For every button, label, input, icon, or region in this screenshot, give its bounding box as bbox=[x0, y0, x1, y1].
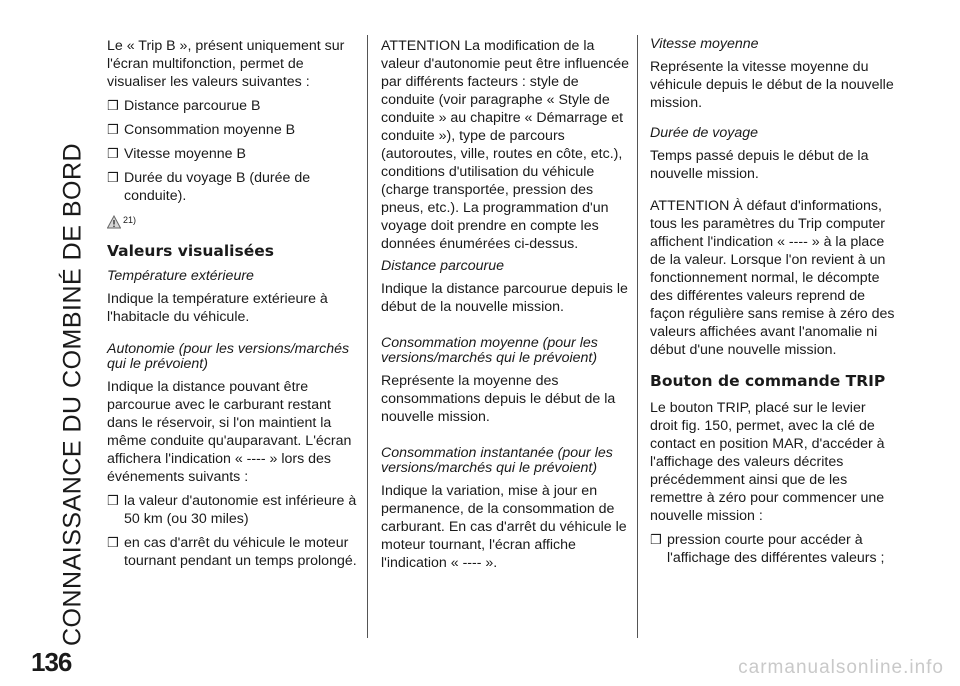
list-item-text: Consommation moyenne B bbox=[124, 122, 296, 138]
warning-reference bbox=[107, 211, 359, 229]
bullet-marker: ❒ bbox=[107, 122, 119, 137]
list-item bbox=[107, 97, 359, 115]
bullet-marker: ❒ bbox=[107, 98, 119, 113]
bullet-marker: ❒ bbox=[107, 146, 119, 161]
subsection-title: Température extérieure bbox=[107, 268, 254, 284]
attention-note: ATTENTION La modification de la valeur d'autonomie peut être influencée par différents facteurs : style de conduite (voir paragraphe « Style de conduite » au chapitre « Démarrage et conduite »), type de parcours (autoroutes, ville, routes en côte, etc.), conditions d'utilisation du véhicule (charge transportée, pression des pneus, etc.). La programmation d'un voyage doit prendre en compte les données énumérées ci-dessus. bbox=[381, 38, 630, 252]
list-item-text: pression courte pour accéder à l'affichage des différentes valeurs ; bbox=[667, 532, 885, 566]
page-number: 136 bbox=[31, 647, 72, 677]
warning-triangle-icon bbox=[107, 215, 121, 229]
subsection-title: Consommation moyenne (pour les versions/marchés qui le prévoient) bbox=[381, 335, 598, 366]
subsection-title: Autonomie (pour les versions/marchés qui le prévoient) bbox=[107, 341, 350, 372]
subsection-text: Indique la variation, mise à jour en permanence, de la consommation de carburant. En cas d'arrêt du véhicule le moteur tournant, l'écran affiche l'indication « ---- ». bbox=[381, 483, 627, 571]
list-item-text: Durée du voyage B (durée de conduite). bbox=[124, 170, 311, 204]
bullet-marker: ❒ bbox=[107, 493, 119, 508]
list-item bbox=[650, 531, 895, 567]
subsection-text: Indique la distance parcourue depuis le début de la nouvelle mission. bbox=[381, 281, 628, 315]
list-item-text: en cas d'arrêt du véhicule le moteur tournant pendant un temps prolongé. bbox=[124, 535, 357, 569]
intro-text: Le « Trip B », présent uniquement sur l'écran multifonction, permet de visualiser les valeurs suivantes : bbox=[107, 38, 345, 90]
list-item-text: Distance parcourue B bbox=[124, 98, 261, 114]
list-item bbox=[107, 534, 359, 570]
list-item-text: la valeur d'autonomie est inférieure à 50 km (ou 30 miles) bbox=[124, 493, 357, 527]
bullet-marker: ❒ bbox=[650, 532, 662, 547]
subsection-text: Temps passé depuis le début de la nouvelle mission. bbox=[650, 148, 869, 182]
subsection-title: Vitesse moyenne bbox=[650, 36, 759, 52]
list-item bbox=[107, 145, 359, 163]
subsection-text: Indique la température extérieure à l'habitacle du véhicule. bbox=[107, 291, 328, 325]
list-item bbox=[107, 121, 359, 139]
column-divider-right bbox=[637, 35, 638, 638]
subsection-text: Représente la vitesse moyenne du véhicule depuis le début de la nouvelle mission. bbox=[650, 59, 894, 111]
list-item bbox=[107, 169, 359, 205]
subsection-text: Indique la distance pouvant être parcourue avec le carburant restant dans le réservoir, si l'on maintient la même conduite qu'auparavant. L'écran affichera l'indication « ---- » lors des événements suivants : bbox=[107, 379, 352, 485]
column-2 bbox=[381, 37, 631, 578]
section-heading: Valeurs visualisées bbox=[107, 242, 274, 260]
list-item bbox=[107, 492, 359, 528]
list-item-text: Vitesse moyenne B bbox=[124, 146, 246, 162]
attention-note: ATTENTION À défaut d'informations, tous les paramètres du Trip computer affichent l'indication « ---- » à la place de la valeur. Lorsque l'on revient à un fonctionnement normal, le décompte des différentes valeurs reprend de façon régulière sans remise à zéro des valeurs affichées avant l'anomalie ni début d'une nouvelle mission. bbox=[650, 198, 895, 358]
subsection-text: Représente la moyenne des consommations depuis le début de la nouvelle mission. bbox=[381, 373, 616, 425]
subsection-title: Durée de voyage bbox=[650, 125, 759, 141]
chapter-side-title: CONNAISSANCE DU COMBINÉ DE BORD bbox=[58, 142, 87, 646]
section-heading: Bouton de commande TRIP bbox=[650, 372, 886, 390]
trip-button-text: Le bouton TRIP, placé sur le levier droit fig. 150, permet, avec la clé de contact en position MAR, d'accéder à l'affichage des valeurs décrites précédemment ainsi que de les remettre à zéro pour commencer une nouvelle mission : bbox=[650, 400, 885, 524]
column-3 bbox=[650, 37, 895, 573]
footer-watermark: carmanualsonline.info bbox=[738, 657, 944, 678]
subsection-title: Consommation instantanée (pour les versions/marchés qui le prévoient) bbox=[381, 445, 613, 476]
subsection-title: Distance parcourue bbox=[381, 258, 505, 274]
bullet-marker: ❒ bbox=[107, 535, 119, 550]
warning-ref-number: 21) bbox=[123, 215, 137, 225]
column-divider-left bbox=[367, 35, 368, 638]
bullet-marker: ❒ bbox=[107, 170, 119, 185]
column-1 bbox=[107, 37, 359, 576]
